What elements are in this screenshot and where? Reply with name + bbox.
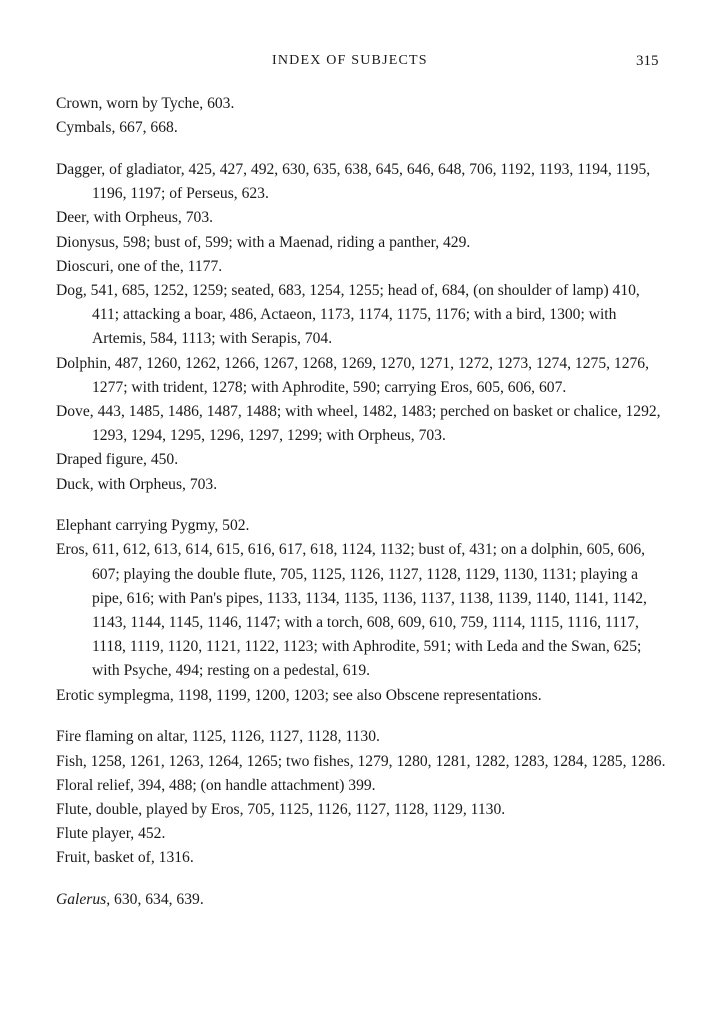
- index-entry: Eros, 611, 612, 613, 614, 615, 616, 617, 618, 1124, 1132; bust of, 431; on a dolphin, 605, 606, 607; playing the double flute, 705, 1125, 1126, 1127, 1128, 1129, 1130, 1131; playing a pipe, 616; with Pan's pipes, 1133, 1134, 1135, 1136, 1137, 1138, 1139, 1140, 1141, 1142, 1143, 1144, 1145, 1146, 1147; with a torch, 608, 609, 610, 759, 1114, 1115, 1116, 1117, 1118, 1119, 1120, 1121, 1122, 1123; with Aphrodite, 591; with Leda and the Swan, 625; with Psyche, 494; resting on a pedestal, 619.: [56, 541, 647, 680]
- index-entry: Dionysus, 598; bust of, 599; with a Maenad, riding a panther, 429.: [56, 233, 471, 251]
- index-entry: Cymbals, 667, 668.: [56, 119, 178, 137]
- index-entry: Elephant carrying Pygmy, 502.: [56, 517, 250, 535]
- index-entry: Duck, with Orpheus, 703.: [56, 475, 218, 493]
- section-gap: [56, 140, 668, 158]
- index-entry: [56, 888, 668, 912]
- running-head: [0, 53, 722, 77]
- index-entry: Dagger, of gladiator, 425, 427, 492, 630, 635, 638, 645, 646, 648, 706, 1192, 1193, 1194, 1195, 1196, 1197; of Perseus, 623.: [56, 160, 651, 203]
- index-entry-refs: 630, 634, 639.: [110, 891, 204, 909]
- index-entry: Erotic symplegma, 1198, 1199, 1200, 1203; see also Obscene representations.: [56, 686, 542, 704]
- section-gap: [56, 708, 668, 726]
- index-entry: Crown, worn by Tyche, 603.: [56, 95, 235, 112]
- index-term-italic: Galerus,: [56, 891, 111, 909]
- index-entry: Dog, 541, 685, 1252, 1259; seated, 683, 1254, 1255; head of, 684, (on shoulder of lamp) 410, 411; attacking a boar, 486, Actaeon, 1173, 1174, 1175, 1176; with a bird, 1300; with Artemis, 584, 1113; with Serapis, 704.: [56, 281, 640, 348]
- index-entry: Fish, 1258, 1261, 1263, 1264, 1265; two fishes, 1279, 1280, 1281, 1282, 1283, 1284, 1285, 1286.: [56, 752, 666, 770]
- index-entry: Fruit, basket of, 1316.: [56, 849, 194, 867]
- index-entry: Fire flaming on altar, 1125, 1126, 1127, 1128, 1130.: [56, 728, 380, 746]
- index-entry: Flute, double, played by Eros, 705, 1125, 1126, 1127, 1128, 1129, 1130.: [56, 800, 506, 818]
- index-entry: Flute player, 452.: [56, 825, 166, 843]
- index-body: [56, 92, 668, 912]
- section-gap: [56, 497, 668, 515]
- index-entry: Deer, with Orpheus, 703.: [56, 209, 214, 227]
- running-title: INDEX OF SUBJECTS: [272, 53, 428, 68]
- index-entry: Dioscuri, one of the, 1177.: [56, 257, 223, 275]
- index-entry: Draped figure, 450.: [56, 451, 179, 469]
- index-entry: Dolphin, 487, 1260, 1262, 1266, 1267, 1268, 1269, 1270, 1271, 1272, 1273, 1274, 1275, 1276, 1277; with trident, 1278; with Aphrodite, 590; carrying Eros, 605, 606, 607.: [56, 354, 649, 396]
- index-entry: Floral relief, 394, 488; (on handle attachment) 399.: [56, 776, 376, 794]
- index-entry: Dove, 443, 1485, 1486, 1487, 1488; with wheel, 1482, 1483; perched on basket or chalice, 1292, 1293, 1294, 1295, 1296, 1297, 1299; with Orpheus, 703.: [56, 402, 661, 445]
- section-gap: [56, 871, 668, 889]
- page-number: 315: [636, 53, 659, 69]
